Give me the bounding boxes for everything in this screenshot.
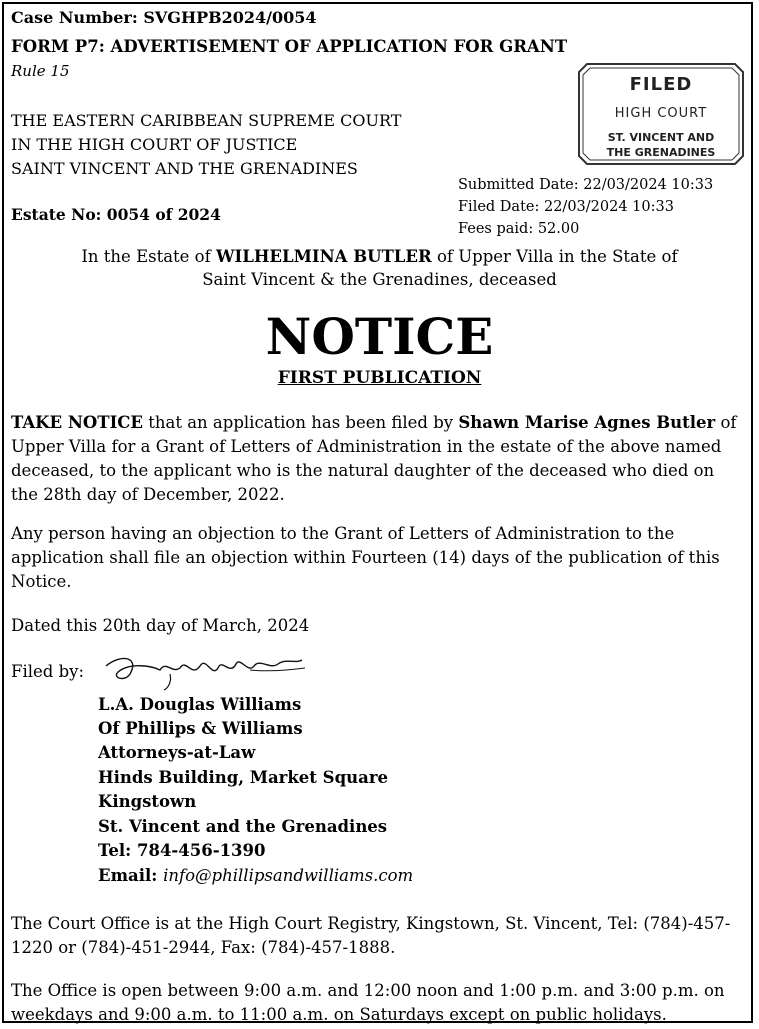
stamp-state-line-2: THE GRENADINES [606,146,716,159]
estate-number: Estate No: 0054 of 2024 [11,205,221,224]
rule-reference: Rule 15 [11,62,70,80]
take-notice-lead: TAKE NOTICE [11,413,143,432]
stamp-filed: FILED [629,74,693,95]
court-line-2: IN THE HIGH COURT OF JUSTICE [11,135,298,154]
court-line-1: THE EASTERN CARIBBEAN SUPREME COURT [11,111,402,130]
paragraph-text-b: of Upper Villa for a Grant of Letters of Administration in the estate of the above named deceased, to the applicant who is the natural daughter of the deceased who died on the 28th day of December, 2022. [11,413,737,504]
signature-icon [100,648,310,693]
estate-line-2: Saint Vincent & the Grenadines, deceased [202,270,557,289]
filer-name: L.A. Douglas Williams [98,695,302,714]
filer-address-2: Kingstown [98,792,197,811]
filer-tel: Tel: 784-456-1390 [98,841,266,860]
deceased-name: WILHELMINA BUTLER [215,247,432,266]
estate-line-1 [0,245,759,268]
notice-subtitle: FIRST PUBLICATION [277,368,482,388]
fees-paid: Fees paid: 52.00 [458,221,580,237]
paragraph-text-a: that an application has been filed by [143,413,459,432]
filed-stamp [577,62,745,166]
case-number: Case Number: SVGHPB2024/0054 [11,8,317,27]
applicant-name: Shawn Marise Agnes Butler [458,413,716,432]
stamp-high-court: HIGH COURT [614,106,708,121]
estate-prefix: In the Estate of [81,247,216,266]
filer-address-3: St. Vincent and the Grenadines [98,817,388,836]
court-line-3: SAINT VINCENT AND THE GRENADINES [11,159,358,178]
email-label: Email: [98,866,164,885]
filer-email [98,864,413,889]
objection-paragraph: Any person having an objection to the Grant of Letters of Administration to the application shall file an objection within Fourteen (14) days of the publication of this Notice. [11,524,720,591]
office-hours: The Office is open between 9:00 a.m. and 12:00 noon and 1:00 p.m. and 3:00 p.m. on weekdays and 9:00 a.m. to 11:00 a.m. on Saturdays except on public holidays. [11,981,725,1024]
notice-title: NOTICE [265,307,494,366]
filer-firm: Of Phillips & Williams [98,719,303,738]
estate-suffix: of Upper Villa in the State of [431,247,678,266]
email-link[interactable]: info@phillipsandwilliams.com [163,866,414,885]
filed-by-label: Filed by: [11,662,85,681]
application-paragraph [11,411,741,507]
filed-date: Filed Date: 22/03/2024 10:33 [458,199,674,215]
stamp-state-line-1: ST. VINCENT AND [607,131,715,144]
submitted-date: Submitted Date: 22/03/2024 10:33 [458,177,714,193]
filer-role: Attorneys-at-Law [98,743,256,762]
court-office-info: The Court Office is at the High Court Registry, Kingstown, St. Vincent, Tel: (784)-457-1220 or (784)-451-2944, Fax: (784)-457-1888. [11,914,731,957]
form-title: FORM P7: ADVERTISEMENT OF APPLICATION FOR GRANT [11,37,568,56]
dated-line: Dated this 20th day of March, 2024 [11,616,310,635]
filer-address-1: Hinds Building, Market Square [98,768,389,787]
